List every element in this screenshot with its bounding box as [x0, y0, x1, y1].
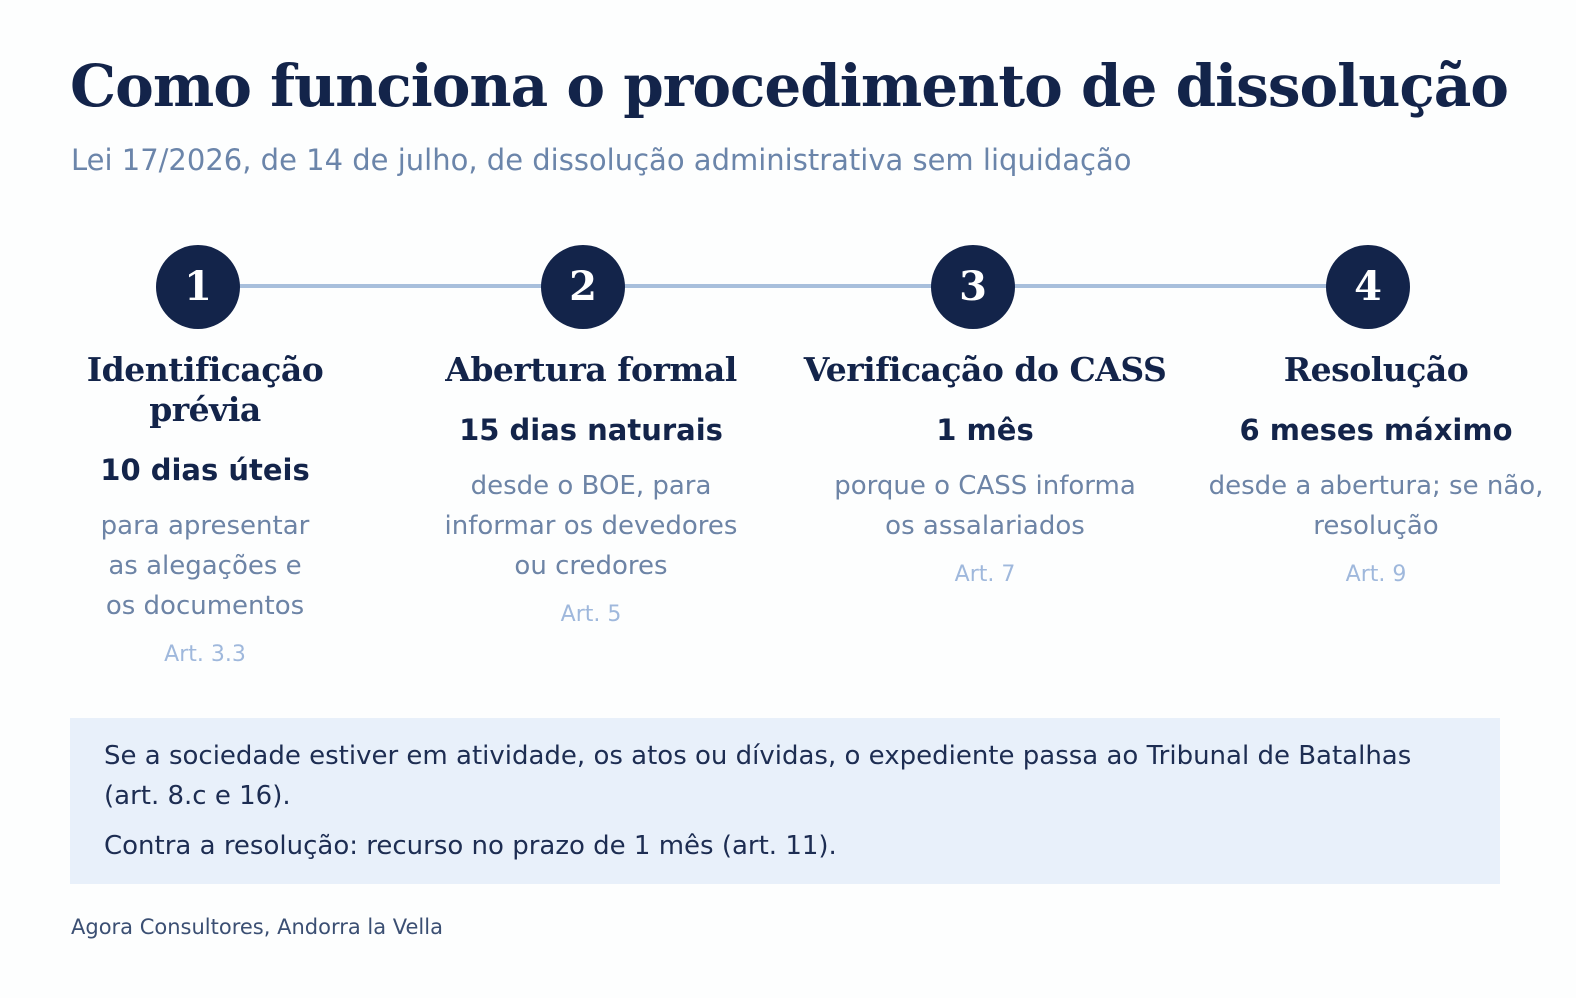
- step-4-description-line: desde a abertura; se não,: [1208, 471, 1544, 501]
- step-4-number-circle: 4: [1326, 245, 1410, 329]
- step-2-description-line: informar os devedores: [444, 511, 738, 541]
- step-2-description-line: desde o BOE, para: [470, 471, 712, 501]
- page-subtitle: Lei 17/2026, de 14 de julho, de dissolução administrativa sem liquidação: [71, 143, 1132, 177]
- footer-credit: Agora Consultores, Andorra la Vella: [71, 915, 443, 939]
- step-4-description: [1196, 466, 1556, 546]
- step-1-title-line: Identificação: [86, 350, 324, 389]
- step-3-description: [795, 466, 1175, 546]
- step-3-description-line: os assalariados: [885, 511, 1085, 541]
- step-2-description: [421, 466, 761, 586]
- step-4-duration: 6 meses máximo: [1239, 413, 1513, 447]
- note-line: Contra a resolução: recurso no prazo de 1 mês (art. 11).: [104, 831, 837, 861]
- step-2-title: [421, 350, 761, 390]
- note-box: [70, 718, 1500, 884]
- step-1-duration: 10 dias úteis: [100, 453, 310, 487]
- step-2: [421, 350, 761, 630]
- step-1-article-reference: Art. 3.3: [164, 642, 246, 667]
- step-3-article-reference: Art. 7: [954, 562, 1016, 587]
- step-3-number-circle: 3: [931, 245, 1015, 329]
- step-2-article-reference: Art. 5: [560, 602, 622, 627]
- step-1-description-line: as alegações e: [108, 551, 302, 581]
- step-3-title-line: Verificação do CASS: [803, 350, 1167, 389]
- note-line: Se a sociedade estiver em atividade, os atos ou dívidas, o expediente passa ao Tribunal de Batalhas: [104, 741, 1412, 771]
- step-3: [795, 350, 1175, 590]
- step-3-duration: 1 mês: [936, 413, 1034, 447]
- step-1: [60, 350, 350, 670]
- page-title: Como funciona o procedimento de dissolução: [70, 52, 1508, 120]
- step-3-title: [795, 350, 1175, 390]
- step-1-title: [60, 350, 350, 430]
- step-2-duration: 15 dias naturais: [459, 413, 723, 447]
- step-4-article-reference: Art. 9: [1345, 562, 1407, 587]
- step-2-title-line: Abertura formal: [445, 350, 737, 389]
- step-1-description-line: os documentos: [105, 591, 305, 621]
- step-4: [1196, 350, 1556, 590]
- step-2-number-circle: 2: [541, 245, 625, 329]
- step-1-description-line: para apresentar: [100, 511, 310, 541]
- step-1-title-line: prévia: [149, 390, 261, 429]
- step-4-description-line: resolução: [1313, 511, 1439, 541]
- step-3-description-line: porque o CASS informa: [834, 471, 1136, 501]
- step-1-number-circle: 1: [156, 245, 240, 329]
- step-1-description: [60, 506, 350, 626]
- note-line: (art. 8.c e 16).: [104, 781, 291, 811]
- step-2-description-line: ou credores: [514, 551, 668, 581]
- note-paragraph: [104, 736, 1466, 816]
- step-4-title: [1196, 350, 1556, 390]
- step-4-title-line: Resolução: [1283, 350, 1469, 389]
- timeline-connector: [198, 284, 1368, 288]
